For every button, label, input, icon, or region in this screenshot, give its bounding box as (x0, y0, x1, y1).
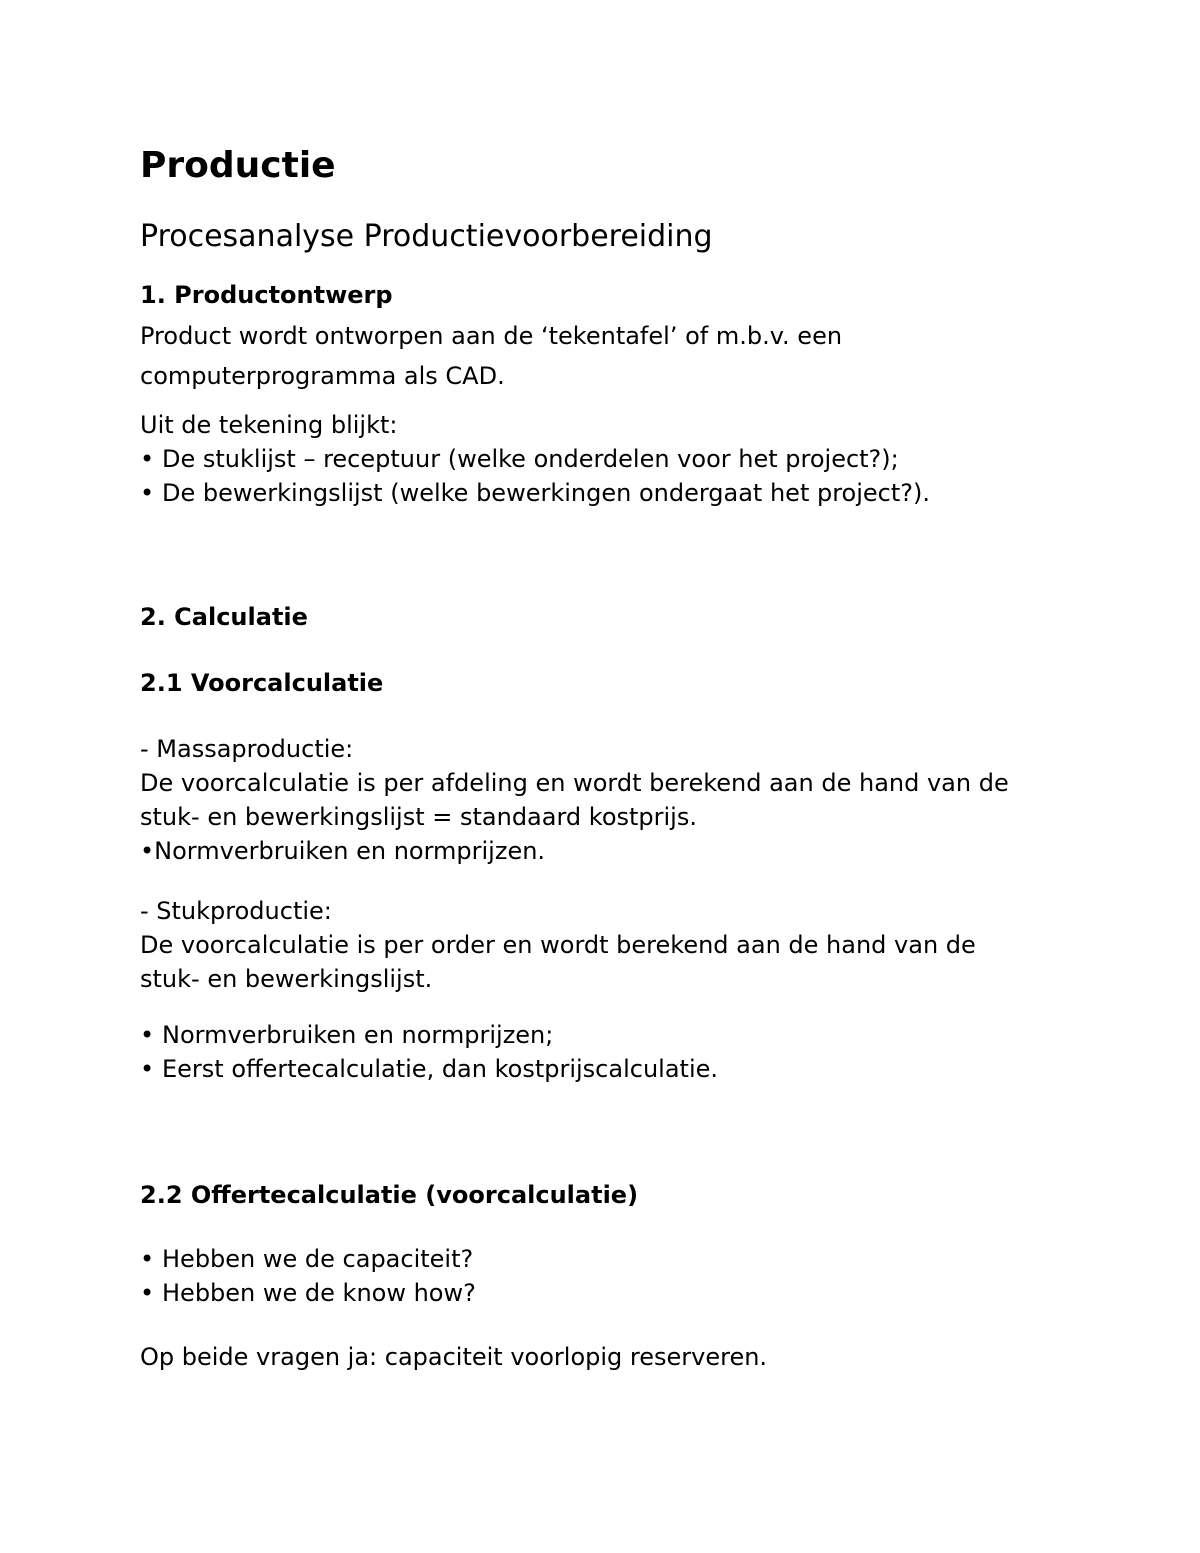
conclusion-paragraph: Op beide vragen ja: capaciteit voorlopig reserveren. (140, 1343, 768, 1371)
bullet-list (140, 1242, 1080, 1310)
list-item: • Normverbruiken en normprijzen; (140, 1018, 1080, 1052)
bullet-icon: • (140, 837, 155, 865)
paragraph-line: Product wordt ontworpen aan de ‘tekentafel’ of m.b.v. een (140, 322, 843, 350)
section-voorcalculatie (140, 666, 1080, 1086)
bullet-icon: • (140, 1279, 155, 1307)
paragraph-line: De voorcalculatie is per order en wordt berekend aan de hand van de (140, 931, 976, 959)
bullet-icon: • (140, 479, 155, 507)
section-heading: 2.1 Voorcalculatie (140, 669, 384, 697)
list-item: • De stuklijst – receptuur (welke onderdelen voor het project?); (140, 442, 1080, 476)
bullet-icon: • (140, 1245, 155, 1273)
paragraph-line: stuk- en bewerkingslijst. (140, 965, 433, 993)
section-productontwerp (140, 278, 1080, 510)
section-heading: 2. Calculatie (140, 603, 308, 631)
paragraph-label: - Massaproductie: (140, 735, 354, 763)
list-item: • Eerst offertecalculatie, dan kostprijscalculatie. (140, 1052, 1080, 1086)
list-item: • Hebben we de know how? (140, 1276, 1080, 1310)
section-offertecalculatie (140, 1178, 1080, 1374)
paragraph: Uit de tekening blijkt: (140, 411, 398, 439)
list-item: • De bewerkingslijst (welke bewerkingen ondergaat het project?). (140, 476, 1080, 510)
paragraph-line: stuk- en bewerkingslijst = standaard kostprijs. (140, 803, 697, 831)
document-subtitle: Procesanalyse Productievoorbereiding (140, 219, 713, 254)
section-heading: 2.2 Offertecalculatie (voorcalculatie) (140, 1181, 639, 1209)
list-item: • Hebben we de capaciteit? (140, 1242, 1080, 1276)
bullet-icon: • (140, 1021, 155, 1049)
bullet-list (140, 1018, 1080, 1086)
section-heading: 1. Productontwerp (140, 281, 393, 309)
bullet-list (140, 442, 1080, 510)
paragraph-line: De voorcalculatie is per afdeling en wordt berekend aan de hand van de (140, 769, 1009, 797)
list-item: •Normverbruiken en normprijzen. (140, 837, 546, 865)
bullet-icon: • (140, 1055, 155, 1083)
document-title: Productie (140, 145, 336, 186)
bullet-icon: • (140, 445, 155, 473)
paragraph-label: - Stukproductie: (140, 897, 332, 925)
paragraph-line: computerprogramma als CAD. (140, 362, 505, 390)
document-page (140, 140, 1080, 1374)
